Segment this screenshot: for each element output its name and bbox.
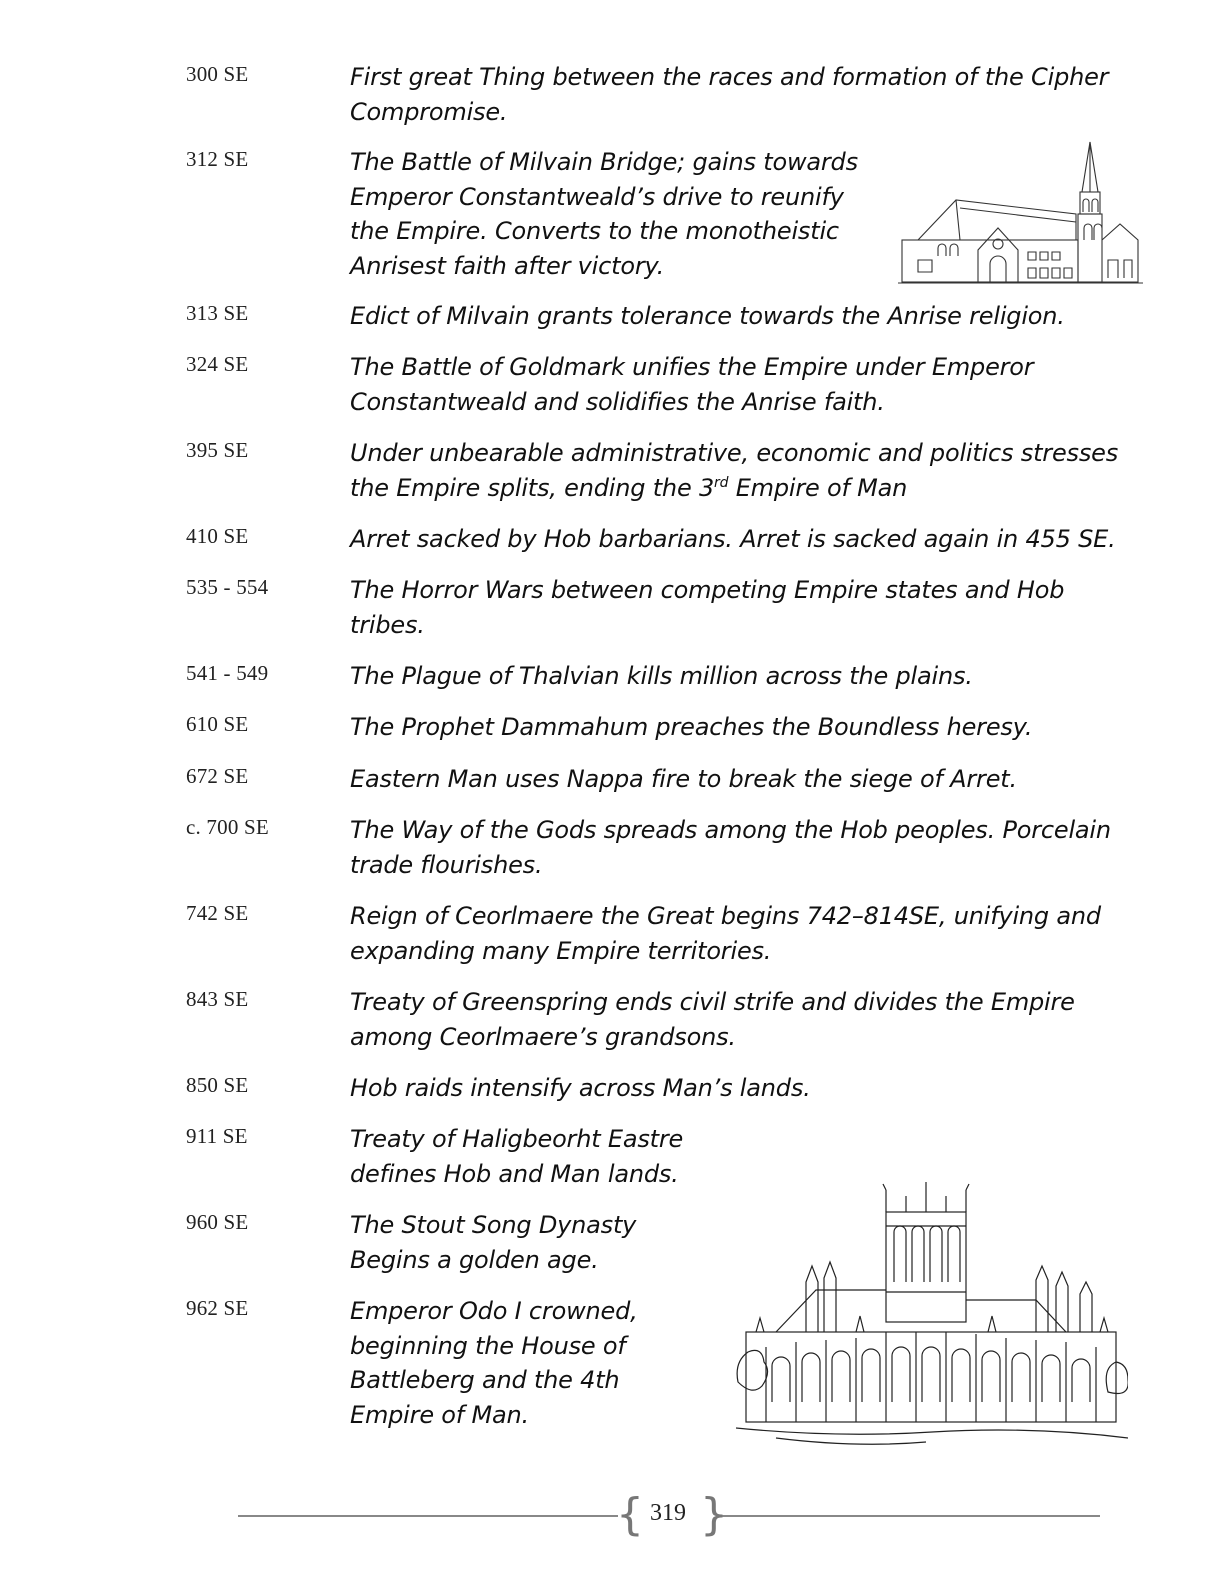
entry-description: Reign of Ceorlmaere the Great begins 742–814SE, unifying and expanding many Empire territories. <box>350 902 1101 965</box>
entry-date: 324 SE <box>186 352 249 376</box>
entry-description: The Battle of Goldmark unifies the Empire under Emperor Constantweald and solidifies the Anrise faith. <box>350 353 1034 416</box>
entry-date: c. 700 SE <box>186 815 269 839</box>
entry-description: The Prophet Dammahum preaches the Boundless heresy. <box>350 713 1033 741</box>
entry-description: Eastern Man uses Nappa fire to break the siege of Arret. <box>350 765 1017 793</box>
footer-rule-left <box>238 1515 618 1517</box>
entry-description: The Way of the Gods spreads among the Hob peoples. Porcelain trade flourishes. <box>350 816 1111 879</box>
entry-description: The Plague of Thalvian kills million across the plains. <box>350 662 973 690</box>
entry-description: The Stout Song Dynasty Begins a golden age. <box>350 1211 637 1274</box>
cathedral-illustration <box>736 1182 1128 1448</box>
entry-date: 610 SE <box>186 712 249 736</box>
entry-date: 395 SE <box>186 438 249 462</box>
entry-date: 960 SE <box>186 1210 249 1234</box>
entry-date: 312 SE <box>186 147 249 171</box>
entry-date: 850 SE <box>186 1073 249 1097</box>
entry-date: 962 SE <box>186 1296 249 1320</box>
entry-description: Hob raids intensify across Man’s lands. <box>350 1074 811 1102</box>
entry-date: 300 SE <box>186 62 249 86</box>
entry-description: First great Thing between the races and formation of the Cipher Compromise. <box>350 63 1109 126</box>
entry-date: 672 SE <box>186 764 249 788</box>
entry-date: 410 SE <box>186 524 249 548</box>
entry-description: Edict of Milvain grants tolerance towards the Anrise religion. <box>350 302 1065 330</box>
entry-date: 742 SE <box>186 901 249 925</box>
entry-description: The Horror Wars between competing Empire states and Hob tribes. <box>350 576 1065 639</box>
entry-description: Treaty of Greenspring ends civil strife and divides the Empire among Ceorlmaere’s grandsons. <box>350 988 1075 1051</box>
entry-date: 843 SE <box>186 987 249 1011</box>
entry-date: 313 SE <box>186 301 249 325</box>
entry-date: 535 - 554 <box>186 575 269 599</box>
right-brace-ornament: } <box>700 1489 728 1540</box>
entry-description: Emperor Odo I crowned, beginning the House of Battleberg and the 4th Empire of Man. <box>350 1297 638 1429</box>
entry-date: 911 SE <box>186 1124 248 1148</box>
left-brace-ornament: { <box>616 1489 644 1540</box>
footer-rule-right <box>720 1515 1100 1517</box>
entry-description: Treaty of Haligbeorht Eastre defines Hob and Man lands. <box>350 1125 684 1188</box>
entry-description: Under unbearable administrative, economic and politics stresses the Empire splits, ending the 3rd Empire of Man <box>350 439 1119 502</box>
entry-description: The Battle of Milvain Bridge; gains towards Emperor Constantweald’s drive to reunify the Empire. Converts to the monotheistic Anrisest faith after victory. <box>350 148 858 280</box>
entry-description: Arret sacked by Hob barbarians. Arret is sacked again in 455 SE. <box>350 525 1116 553</box>
entry-date: 541 - 549 <box>186 661 269 685</box>
church-illustration <box>898 140 1143 285</box>
page-number: 319 <box>650 1500 686 1526</box>
